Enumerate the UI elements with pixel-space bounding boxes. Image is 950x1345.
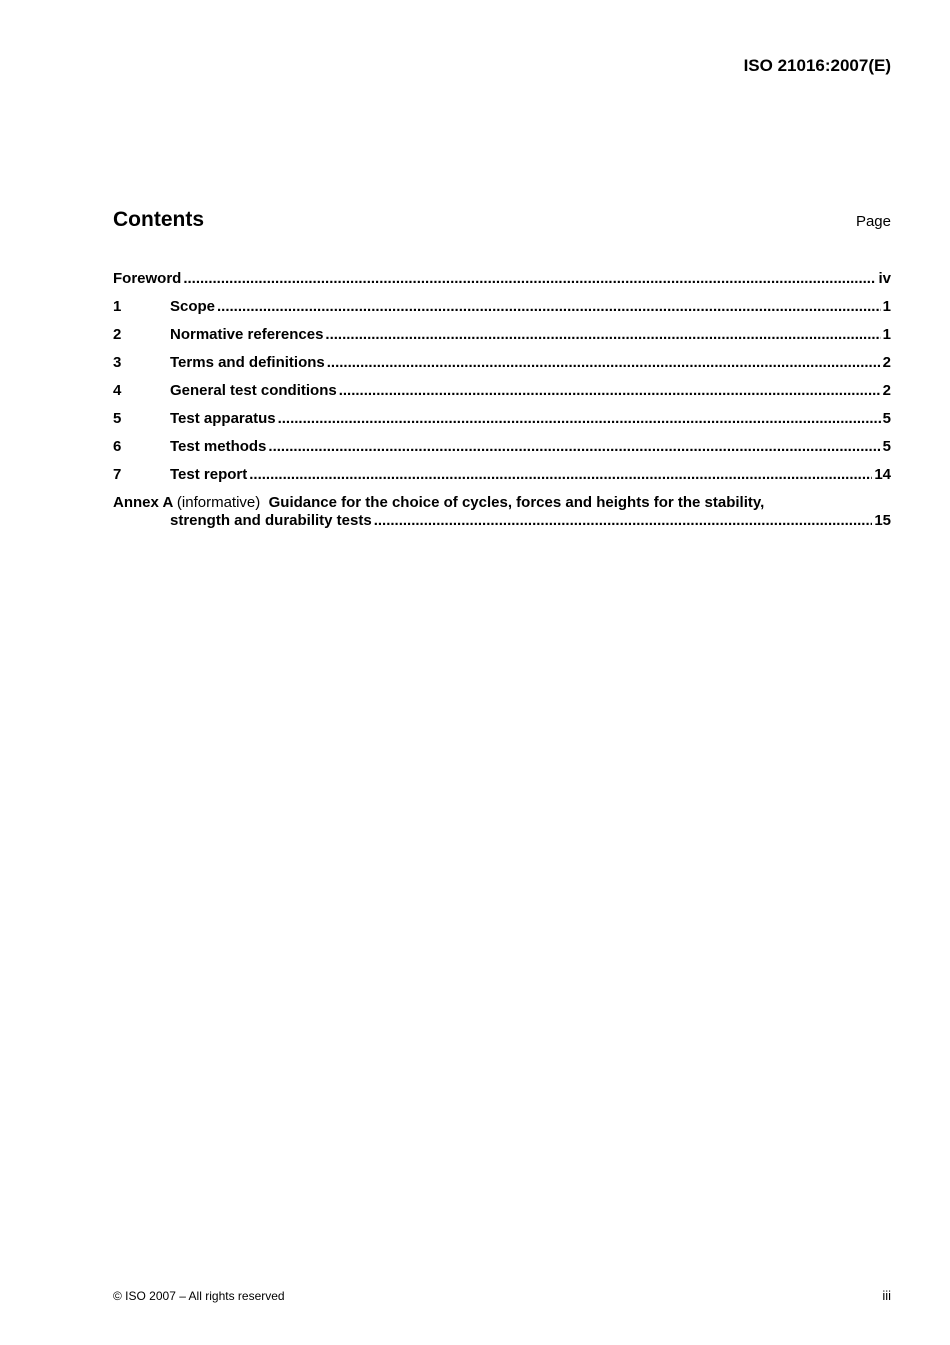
toc-entry-scope[interactable]: [113, 298, 891, 326]
dot-leader: [217, 298, 881, 316]
page-number: iii: [882, 1288, 891, 1303]
dot-leader: [183, 270, 876, 288]
annex-type: (informative): [176, 494, 261, 511]
dot-leader: [374, 512, 873, 530]
annex-label: Annex A: [113, 494, 173, 511]
toc-entry-page: iv: [878, 270, 891, 287]
toc-entry-test-report[interactable]: [113, 466, 891, 494]
toc-entry-number: 3: [113, 354, 122, 371]
toc-entry-foreword[interactable]: [113, 270, 891, 298]
toc-entry-title: Normative references: [170, 326, 324, 343]
toc-entry-number: 5: [113, 410, 122, 427]
dot-leader: [268, 438, 880, 456]
dot-leader: [249, 466, 872, 484]
toc-entry-number: 1: [113, 298, 122, 315]
dot-leader: [339, 382, 881, 400]
toc-entry-page: 1: [882, 298, 891, 315]
copyright-notice: © ISO 2007 – All rights reserved: [113, 1289, 285, 1303]
toc-entry-test-apparatus[interactable]: [113, 410, 891, 438]
annex-title-part-1: Guidance for the choice of cycles, forces and heights for the stability,: [268, 494, 765, 511]
toc-entry-title: Test apparatus: [170, 410, 276, 427]
toc-entry-title: Terms and definitions: [170, 354, 325, 371]
toc-entry-number: 7: [113, 466, 122, 483]
toc-entry-page: 2: [882, 354, 891, 371]
toc-entry-test-methods[interactable]: [113, 438, 891, 466]
toc-entry-annex-a[interactable]: [113, 494, 891, 530]
contents-header: [113, 208, 891, 232]
toc-entry-terms-and-definitions[interactable]: [113, 354, 891, 382]
dot-leader: [327, 354, 881, 372]
dot-leader: [278, 410, 881, 428]
contents-title: Contents: [113, 208, 204, 231]
document-identifier: ISO 21016:2007(E): [743, 56, 891, 75]
toc-entry-page: 2: [882, 382, 891, 399]
table-of-contents: [113, 270, 891, 530]
annex-title-line-2: [113, 512, 891, 530]
annex-page: 15: [874, 512, 891, 529]
toc-entry-title: Test report: [170, 466, 248, 483]
annex-title-part-2: strength and durability tests: [170, 512, 372, 529]
toc-entry-number: 6: [113, 438, 122, 455]
toc-entry-page: 5: [882, 438, 891, 455]
toc-entry-general-test-conditions[interactable]: [113, 382, 891, 410]
page-column-label: Page: [855, 213, 891, 230]
toc-entry-page: 14: [874, 466, 891, 483]
toc-entry-number: 2: [113, 326, 122, 343]
toc-entry-page: 5: [882, 410, 891, 427]
toc-entry-normative-references[interactable]: [113, 326, 891, 354]
toc-entry-title: General test conditions: [170, 382, 337, 399]
toc-entry-title: Foreword: [113, 270, 182, 287]
toc-entry-page: 1: [882, 326, 891, 343]
dot-leader: [325, 326, 880, 344]
annex-title-line-1: [113, 494, 891, 512]
toc-entry-title: Scope: [170, 298, 216, 315]
toc-entry-number: 4: [113, 382, 122, 399]
toc-entry-title: Test methods: [170, 438, 267, 455]
